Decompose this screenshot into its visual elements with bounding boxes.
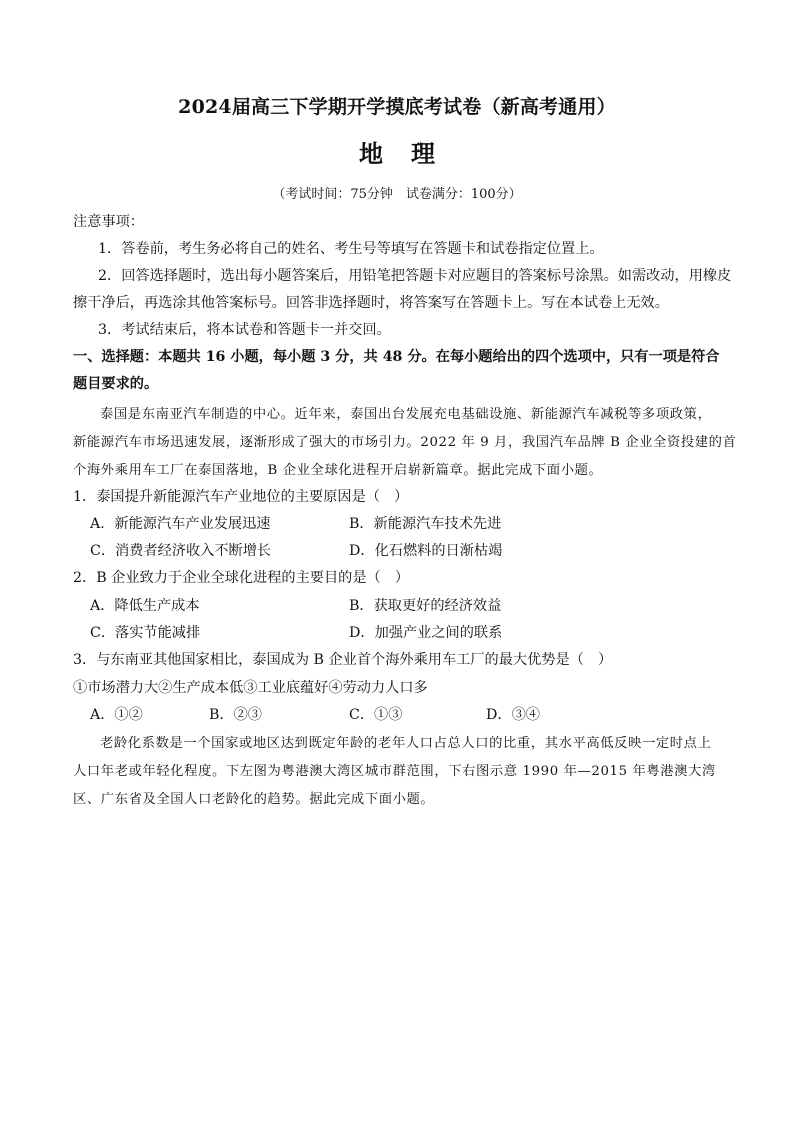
question-stem: 2．B 企业致力于企业全球化进程的主要目的是（ ） xyxy=(73,570,410,586)
question-stem: 3．与东南亚其他国家相比，泰国成为 B 企业首个海外乘用车工厂的最大优势是（ ） xyxy=(73,652,613,668)
passage-line: 新能源汽车市场迅速发展，逐渐形成了强大的市场引力。2022 年 9 月，我国汽车品牌 B 企业全资投建的首 xyxy=(73,435,737,450)
passage-line: 泰国是东南亚汽车制造的中心。近年来，泰国出台发展充电基础设施、新能源汽车减税等多项政策， xyxy=(100,407,712,422)
section-heading-cont: 题目要求的。 xyxy=(73,376,159,392)
question-sub-items: ①市场潜力大②生产成本低③工业底蕴好④劳动力人口多 xyxy=(73,680,428,696)
option-b: B．获取更好的经济效益 xyxy=(349,598,502,614)
notice-item: 擦干净后，再选涂其他答案标号。回答非选择题时，将答案写在答题卡上。写在本试卷上无效。 xyxy=(73,295,669,311)
exam-info: （考试时间：75分钟 试卷满分：100分） xyxy=(272,187,522,202)
passage-line: 老龄化系数是一个国家或地区达到既定年龄的老年人口占总人口的比重，其水平高低反映一定时点上 xyxy=(100,736,712,751)
option-c: C．①③ xyxy=(349,707,403,723)
option-d: D．化石燃料的日渐枯竭 xyxy=(349,543,503,559)
option-b: B．②③ xyxy=(209,707,262,723)
option-d: D．加强产业之间的联系 xyxy=(349,625,503,641)
notice-item: 1．答卷前，考生务必将自己的姓名、考生号等填写在答题卡和试卷指定位置上。 xyxy=(98,241,604,257)
notice-item: 2．回答选择题时，选出每小题答案后，用铅笔把答题卡对应题目的答案标号涂黑。如需改动，用橡皮 xyxy=(98,268,732,284)
option-c: C．落实节能减排 xyxy=(90,625,201,641)
option-a: A．①② xyxy=(90,707,143,723)
notice-item: 3．考试结束后，将本试卷和答题卡一并交回。 xyxy=(98,322,391,338)
option-a: A．降低生产成本 xyxy=(90,598,200,614)
option-a: A．新能源汽车产业发展迅速 xyxy=(90,516,271,532)
section-heading: 一、选择题：本题共 16 小题，每小题 3 分，共 48 分。在每小题给出的四个选项中，只有一项是符合 xyxy=(73,349,720,365)
option-c: C．消费者经济收入不断增长 xyxy=(90,543,272,559)
passage-line: 个海外乘用车工厂在泰国落地，B 企业全球化进程开启崭新篇章。据此完成下面小题。 xyxy=(73,463,603,478)
notice-heading: 注意事项： xyxy=(73,214,144,230)
option-b: B．新能源汽车技术先进 xyxy=(349,516,502,532)
question-stem: 1．泰国提升新能源汽车产业地位的主要原因是（ ） xyxy=(73,489,409,505)
option-d: D．③④ xyxy=(486,707,540,723)
subject-title: 地理 xyxy=(359,139,463,168)
passage-line: 区、广东省及全国人口老龄化的趋势。据此完成下面小题。 xyxy=(73,792,435,807)
exam-title: 2024届高三下学期开学摸底考试卷（新高考通用） xyxy=(178,96,616,118)
passage-line: 人口年老或年轻化程度。下左图为粤港澳大湾区城市群范围，下右图示意 1990 年—2015 年粤港澳大湾 xyxy=(73,764,716,779)
